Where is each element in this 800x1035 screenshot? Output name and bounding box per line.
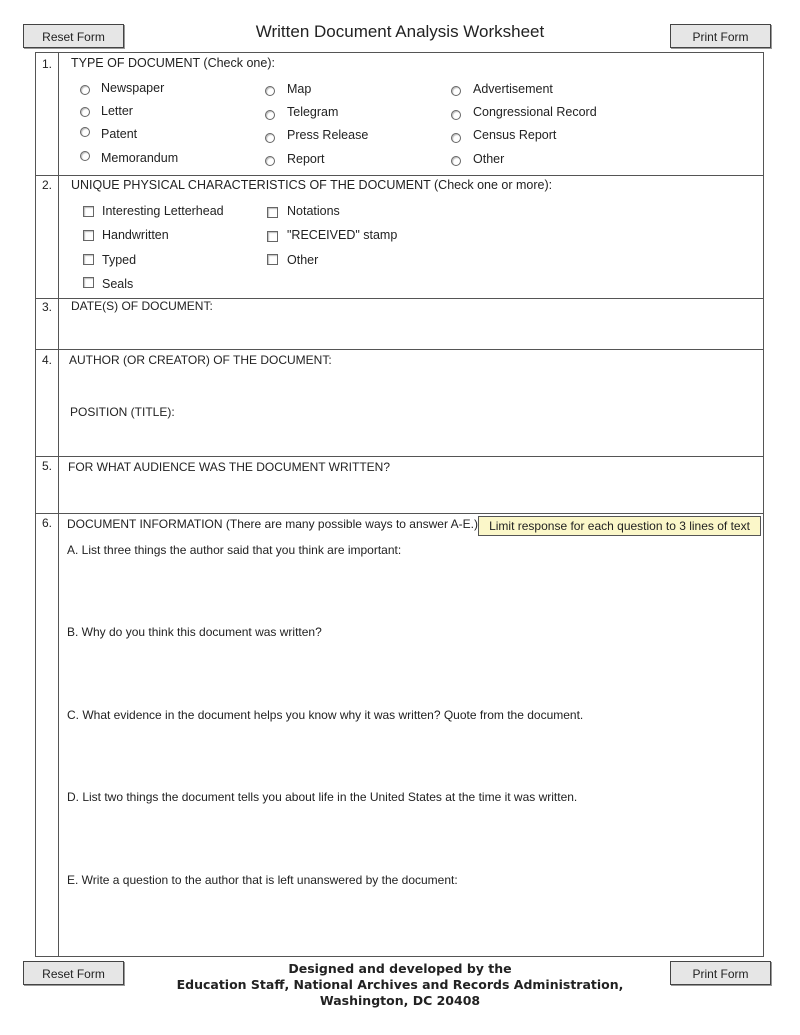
question-d: D. List two things the document tells you about life in the United States at the time it was written.: [67, 790, 578, 804]
footer-line-2: Education Staff, National Archives and Records Administration,: [176, 977, 624, 992]
option-patent: Patent: [101, 127, 138, 141]
reset-form-button-top[interactable]: Reset Form: [23, 24, 124, 48]
option-congressional-record: Congressional Record: [473, 105, 597, 119]
option-map: Map: [287, 82, 312, 96]
option-notations: Notations: [287, 204, 340, 218]
answer-b-field[interactable]: [60, 642, 762, 702]
answer-e-field[interactable]: [60, 890, 762, 952]
option-advertisement: Advertisement: [473, 82, 553, 96]
radio-census-report[interactable]: [451, 133, 461, 143]
option-census-report: Census Report: [473, 128, 557, 142]
option-press-release: Press Release: [287, 128, 369, 142]
answer-c-field[interactable]: [60, 725, 762, 785]
reset-form-button-bottom[interactable]: Reset Form: [23, 961, 124, 985]
section-1-heading: TYPE OF DOCUMENT (Check one):: [71, 56, 275, 70]
section-1-number: 1.: [41, 57, 52, 71]
divider-1-2: [35, 175, 764, 176]
divider-4-5: [35, 456, 764, 457]
section-6-label: DOCUMENT INFORMATION (There are many possible ways to answer A-E.): [67, 517, 478, 531]
option-other-type: Other: [473, 152, 505, 166]
checkbox-other-characteristic[interactable]: [267, 254, 278, 265]
section-3-label: DATE(S) OF DOCUMENT:: [71, 299, 213, 313]
checkbox-handwritten[interactable]: [83, 230, 94, 241]
position-label: POSITION (TITLE):: [70, 405, 175, 419]
footer-line-3: Washington, DC 20408: [319, 993, 481, 1008]
checkbox-notations[interactable]: [267, 207, 278, 218]
section-4-number: 4.: [41, 353, 52, 367]
print-form-button-bottom[interactable]: Print Form: [670, 961, 771, 985]
radio-telegram[interactable]: [265, 110, 275, 120]
response-limit-note: Limit response for each question to 3 lines of text: [478, 516, 761, 536]
radio-report[interactable]: [265, 156, 275, 166]
answer-a-field[interactable]: [60, 560, 762, 620]
author-field[interactable]: [60, 369, 762, 401]
option-telegram: Telegram: [287, 105, 339, 119]
checkbox-seals[interactable]: [83, 277, 94, 288]
option-other-characteristic: Other: [287, 253, 319, 267]
radio-memorandum[interactable]: [80, 151, 90, 161]
number-column-divider: [58, 52, 59, 957]
section-2-number: 2.: [41, 178, 52, 192]
question-b: B. Why do you think this document was written?: [67, 625, 322, 639]
radio-patent[interactable]: [80, 127, 90, 137]
section-4-label: AUTHOR (OR CREATOR) OF THE DOCUMENT:: [69, 353, 332, 367]
radio-advertisement[interactable]: [451, 86, 461, 96]
section-2-heading: UNIQUE PHYSICAL CHARACTERISTICS OF THE DOCUMENT (Check one or more):: [71, 178, 553, 192]
radio-press-release[interactable]: [265, 133, 275, 143]
dates-field[interactable]: [60, 315, 762, 347]
radio-newspaper[interactable]: [80, 85, 90, 95]
option-interesting-letterhead: Interesting Letterhead: [102, 204, 224, 218]
radio-other-type[interactable]: [451, 156, 461, 166]
radio-letter[interactable]: [80, 107, 90, 117]
position-field[interactable]: [60, 420, 762, 454]
checkbox-interesting-letterhead[interactable]: [83, 206, 94, 217]
option-memorandum: Memorandum: [101, 151, 179, 165]
option-received-stamp: "RECEIVED" stamp: [287, 228, 398, 242]
section-6-number: 6.: [41, 516, 52, 530]
section-5-number: 5.: [41, 459, 52, 473]
option-handwritten: Handwritten: [102, 228, 169, 242]
question-e: E. Write a question to the author that is left unanswered by the document:: [67, 873, 458, 887]
question-a: A. List three things the author said that you think are important:: [67, 543, 402, 557]
divider-3-4: [35, 349, 764, 350]
section-5-label: FOR WHAT AUDIENCE WAS THE DOCUMENT WRITTEN?: [68, 460, 391, 474]
print-form-button-top[interactable]: Print Form: [670, 24, 771, 48]
radio-congressional-record[interactable]: [451, 110, 461, 120]
page-title: Written Document Analysis Worksheet: [255, 22, 545, 41]
option-typed: Typed: [102, 253, 137, 267]
radio-map[interactable]: [265, 86, 275, 96]
section-3-number: 3.: [41, 300, 52, 314]
question-c: C. What evidence in the document helps you know why it was written? Quote from the document.: [67, 708, 584, 722]
answer-d-field[interactable]: [60, 807, 762, 867]
footer-line-1: Designed and developed by the: [288, 961, 512, 976]
audience-field[interactable]: [60, 476, 762, 511]
option-report: Report: [287, 152, 325, 166]
divider-5-6: [35, 513, 764, 514]
option-newspaper: Newspaper: [101, 81, 165, 95]
checkbox-typed[interactable]: [83, 254, 94, 265]
option-letter: Letter: [101, 104, 133, 118]
checkbox-received-stamp[interactable]: [267, 231, 278, 242]
option-seals: Seals: [102, 277, 134, 291]
